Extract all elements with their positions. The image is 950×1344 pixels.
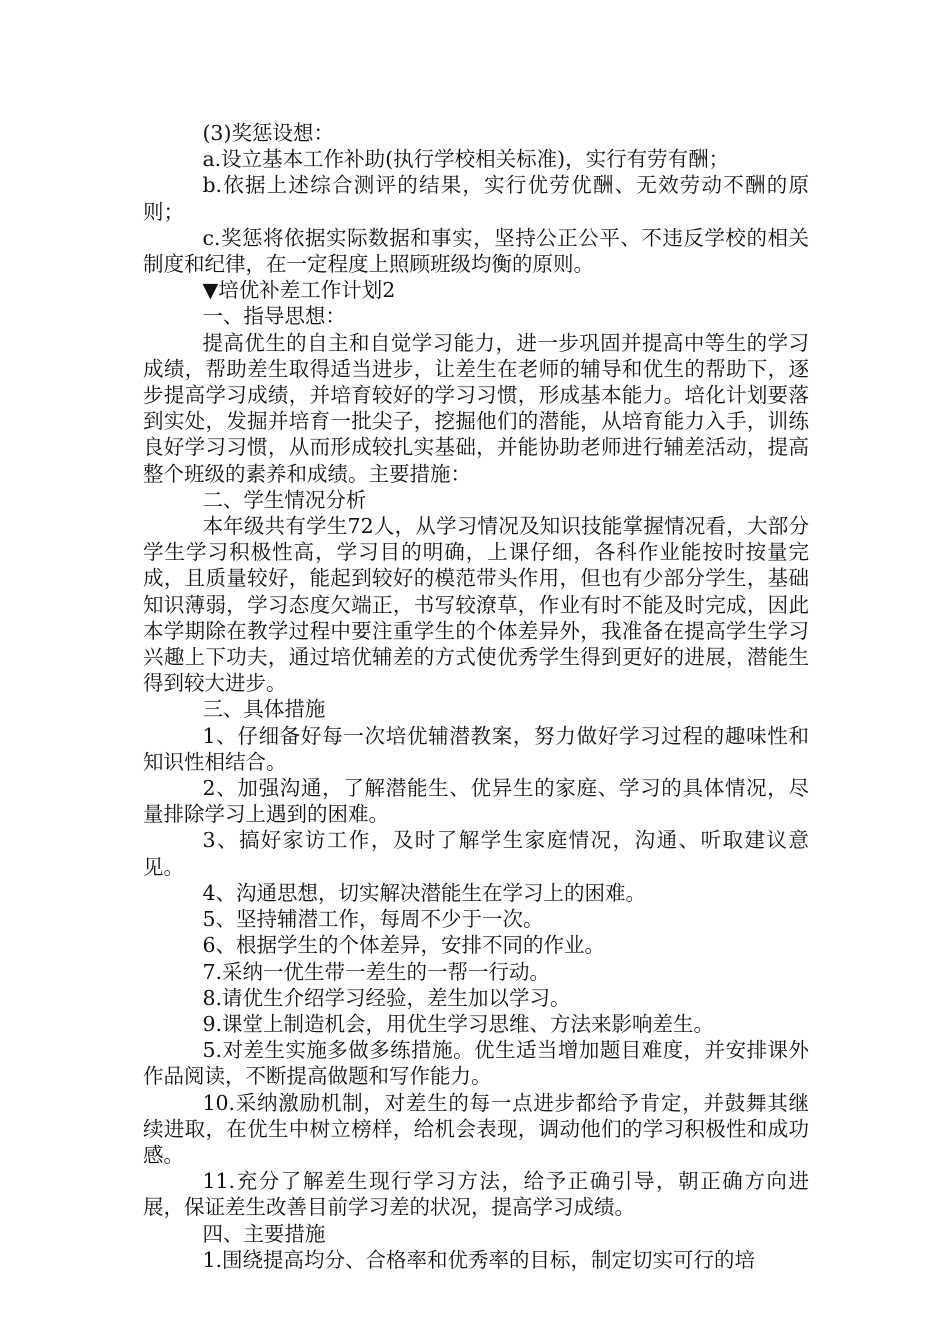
- heading-student-analysis: 二、学生情况分析: [202, 487, 367, 512]
- section-title-plan-2: ▼培优补差工作计划2: [202, 278, 396, 303]
- measure-item-2: 2、加强沟通，了解潜能生、优异生的家庭、学习的具体情况，尽量排除学习上遇到的困难。: [143, 776, 809, 827]
- paragraph-reward-b: b.依据上述综合测评的结果，实行优劳优酬、无效劳动不酬的原则；: [143, 173, 809, 224]
- paragraph-reward-c: c.奖惩将依据实际数据和事实，坚持公正公平、不违反学校的相关制度和纪律，在一定程度上照顾班级均衡的原则。: [143, 225, 809, 277]
- measure-item-3: 3、搞好家访工作，及时了解学生家庭情况，沟通、听取建议意见。: [143, 828, 809, 879]
- measure-item-8: 8.请优生介绍学习经验，差生加以学习。: [202, 985, 571, 1010]
- heading-specific-measures: 三、具体措施: [202, 697, 326, 722]
- measure-item-11: 11.充分了解差生现行学习方法，给予正确引导，朝正确方向进展，保证差生改善目前学习差的状况，提高学习成绩。: [143, 1169, 809, 1220]
- measure-item-9: 9.课堂上制造机会，用优生学习思维、方法来影响差生。: [202, 1011, 714, 1036]
- paragraph-reward-a: a.设立基本工作补助(执行学校相关标准)，实行有劳有酬；: [202, 147, 730, 172]
- measure-item-10: 10.采纳激励机制，对差生的每一点进步都给予肯定，并鼓舞其继续进取，在优生中树立榜样，给机会表现，调动他们的学习积极性和成功感。: [143, 1090, 809, 1167]
- paragraph-student-analysis: 本年级共有学生72人，从学习情况及知识技能掌握情况看，大部分学生学习积极性高，学习目的明确，上课仔细，各科作业能按时按量完成，且质量较好，能起到较好的模范带头作用，但也有少部分学生，基础知识薄弱，学习态度欠端正，书写较潦草，作业有时不能及时完成，因此本学期除在教学过程中要注重学生的个体差异外，我准备在提高学生学习兴趣上下功夫，通过培优辅差的方式使优秀学生得到更好的进展，潜能生得到较大进步。: [143, 514, 809, 696]
- measure-item-1: 1、仔细备好每一次培优辅潜教案，努力做好学习过程的趣味性和知识性相结合。: [143, 723, 809, 774]
- main-measure-item-1: 1.围绕提高均分、合格率和优秀率的目标，制定切实可行的培: [202, 1247, 755, 1272]
- heading-guiding-thought: 一、指导思想：: [202, 304, 346, 329]
- paragraph-reward-heading: (3)奖惩设想：: [202, 121, 334, 145]
- heading-main-measures: 四、主要措施: [202, 1221, 326, 1246]
- measure-item-5: 5、坚持辅潜工作，每周不少于一次。: [202, 907, 544, 932]
- measure-item-5b: 5.对差生实施多做多练措施。优生适当增加题目难度，并安排课外作品阅读，不断提高做题和写作能力。: [143, 1038, 809, 1089]
- measure-item-6: 6、根据学生的个体差异，安排不同的作业。: [202, 933, 605, 958]
- measure-item-7: 7.采纳一优生带一差生的一帮一行动。: [202, 959, 550, 984]
- measure-item-4: 4、沟通思想，切实解决潜能生在学习上的困难。: [202, 880, 646, 905]
- document-page: [143, 120, 809, 1273]
- paragraph-guiding-thought: 提高优生的自主和自觉学习能力，进一步巩固并提高中等生的学习成绩，帮助差生取得适当进步，让差生在老师的辅导和优生的帮助下，逐步提高学习成绩，并培育较好的学习习惯，形成基本能力。培化计划要落到实处，发掘并培育一批尖子，挖掘他们的潜能，从培育能力入手，训练良好学习习惯，从而形成较扎实基础，并能协助老师进行辅差活动，提高整个班级的素养和成绩。主要措施：: [143, 330, 809, 486]
